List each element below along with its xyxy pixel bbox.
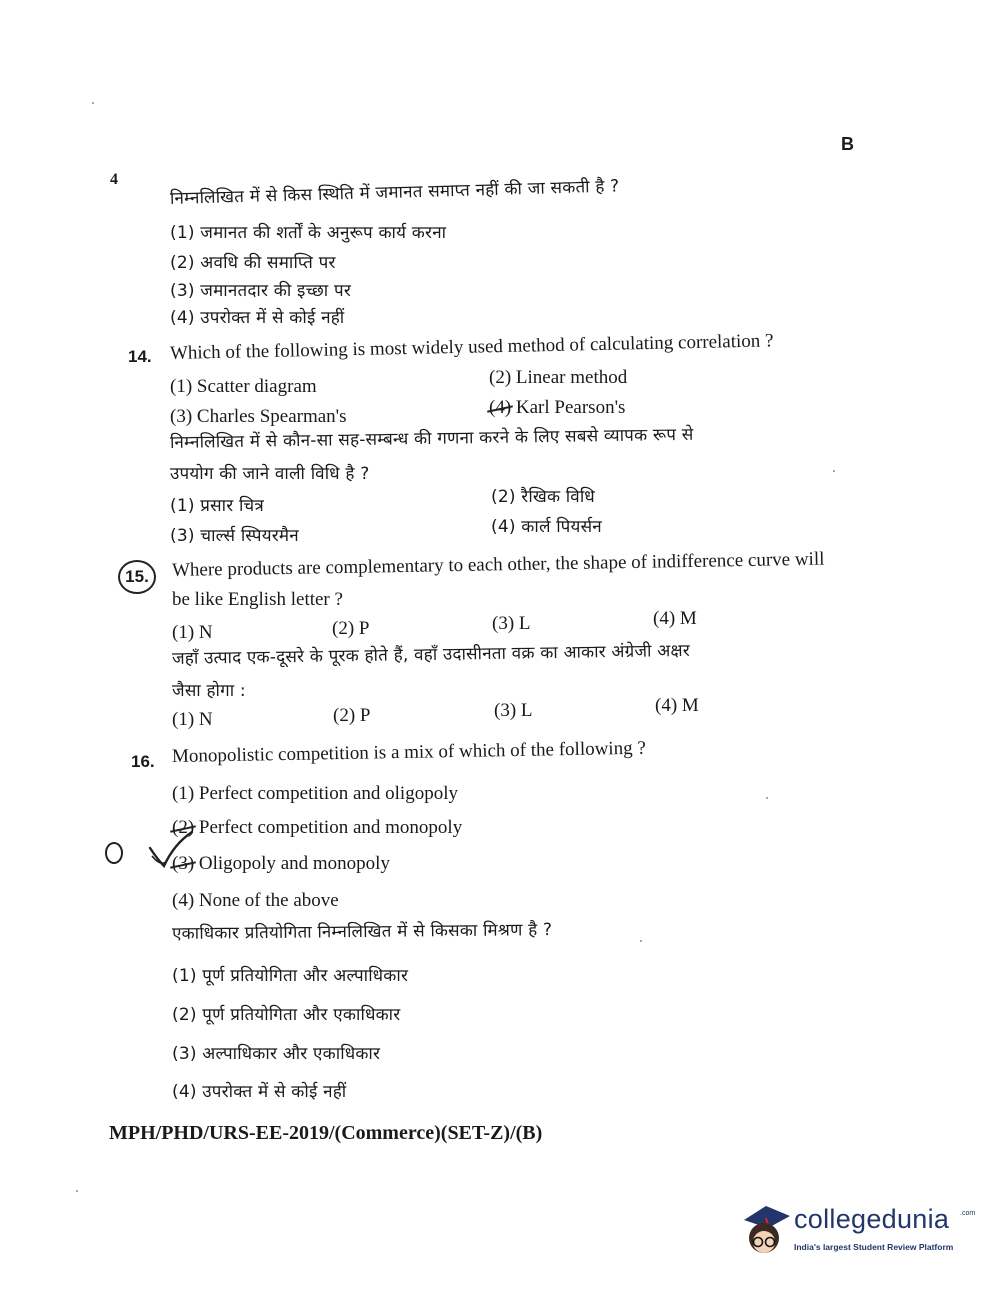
q13-hindi-option-3: (3) जमानतदार की इच्छा पर xyxy=(170,281,351,301)
exam-code-footer: MPH/PHD/URS-EE-2019/(Commerce)(SET-Z)/(B) xyxy=(109,1122,543,1144)
q15-hindi-option-2: (2) P xyxy=(333,705,371,726)
q14-hindi-line-2: उपयोग की जाने वाली विधि है ? xyxy=(170,464,370,484)
q16-option-2-text: Perfect competition and monopoly xyxy=(198,817,463,838)
collegedunia-watermark xyxy=(736,1198,976,1262)
scan-speck xyxy=(76,1190,78,1192)
brand-name: collegedunia xyxy=(794,1204,950,1234)
q14-option-1: (1) Scatter diagram xyxy=(170,376,317,397)
q13-hindi-option-4: (4) उपरोक्त में से कोई नहीं xyxy=(170,308,345,328)
q14-option-2: (2) Linear method xyxy=(489,367,628,388)
q16-option-1: (1) Perfect competition and oligopoly xyxy=(172,783,458,804)
q15-text-line-2: be like English letter ? xyxy=(172,589,343,610)
q13-hindi-text: निम्नलिखित में से किस स्थिति में जमानत समाप्त नहीं की जा सकती है ? xyxy=(169,176,620,209)
brand-tagline: India's largest Student Review Platform xyxy=(794,1242,954,1252)
q16-option-2-marked: (2) xyxy=(172,817,195,838)
q16-hindi-text: एकाधिकार प्रतियोगिता निम्नलिखित में से किसका मिश्रण है ? xyxy=(171,920,553,944)
q16-hindi-option-1: (1) पूर्ण प्रतियोगिता और अल्पाधिकार xyxy=(172,966,409,986)
mascot-face xyxy=(753,1231,775,1253)
q15-hindi-line-1: जहाँ उत्पाद एक-दूसरे के पूरक होते हैं, वहाँ उदासीनता वक्र का आकार अंग्रेजी अक्षर xyxy=(171,640,691,669)
q15-option-2: (2) P xyxy=(332,618,370,639)
q16-hindi-option-2: (2) पूर्ण प्रतियोगिता और एकाधिकार xyxy=(172,1005,401,1025)
q14-hindi-option-4: (4) कार्ल पियर्सन xyxy=(491,517,602,537)
brand-suffix: .com xyxy=(960,1210,976,1217)
q15-text-line-1: Where products are complementary to each other, the shape of indifference curve will xyxy=(171,548,825,581)
q13-hindi-option-1: (1) जमानत की शर्तों के अनुरूप कार्य करना xyxy=(170,223,447,243)
set-code: B xyxy=(841,134,854,154)
q16-option-4: (4) None of the above xyxy=(172,890,339,911)
scan-speck xyxy=(766,797,768,799)
q15-option-1: (1) N xyxy=(172,622,213,643)
page-number: 4 xyxy=(110,171,118,188)
q15-hindi-option-4: (4) M xyxy=(655,695,699,716)
q16-number: 16. xyxy=(131,752,155,771)
q16-hindi-option-4: (4) उपरोक्त में से कोई नहीं xyxy=(172,1082,347,1102)
q14-hindi-line-1: निम्नलिखित में से कौन-सा सह-सम्बन्ध की गणना करने के लिए सबसे व्यापक रूप से xyxy=(169,424,694,453)
q14-option-4-marked: (4) xyxy=(489,397,512,418)
q14-number: 14. xyxy=(128,347,152,366)
q15-number-circle: 15. xyxy=(118,560,156,594)
q16-option-3-text: Oligopoly and monopoly xyxy=(198,853,390,874)
mascot-icon xyxy=(736,1198,794,1258)
q14-option-4-text: Karl Pearson's xyxy=(515,397,626,418)
handwritten-check-mark xyxy=(100,826,210,876)
q14-hindi-option-1: (1) प्रसार चित्र xyxy=(170,496,264,516)
q15-hindi-option-3: (3) L xyxy=(494,700,533,721)
q14-option-3: (3) Charles Spearman's xyxy=(170,406,347,427)
scan-speck xyxy=(640,940,642,942)
q16-option-3-marked: (3) xyxy=(172,853,195,874)
scan-speck xyxy=(833,470,835,472)
q16-option-2 xyxy=(172,817,462,839)
q14-text: Which of the following is most widely used method of calculating correlation ? xyxy=(169,330,774,364)
q16-text: Monopolistic competition is a mix of which of the following ? xyxy=(171,737,646,767)
handwritten-circle-mark xyxy=(106,843,122,863)
q14-option-4 xyxy=(489,397,625,419)
q16-hindi-option-3: (3) अल्पाधिकार और एकाधिकार xyxy=(172,1044,381,1064)
q14-hindi-option-2: (2) रैखिक विधि xyxy=(491,487,595,507)
q15-option-3: (3) L xyxy=(492,613,531,634)
q14-hindi-option-3: (3) चार्ल्स स्पियरमैन xyxy=(170,526,299,546)
q13-hindi-option-2: (2) अवधि की समाप्ति पर xyxy=(170,253,336,273)
q15-hindi-line-2: जैसा होगा : xyxy=(172,681,246,701)
q15-hindi-option-1: (1) N xyxy=(172,709,213,730)
q15-option-4: (4) M xyxy=(653,608,697,629)
scan-speck xyxy=(92,102,94,104)
q15-number xyxy=(118,560,156,594)
